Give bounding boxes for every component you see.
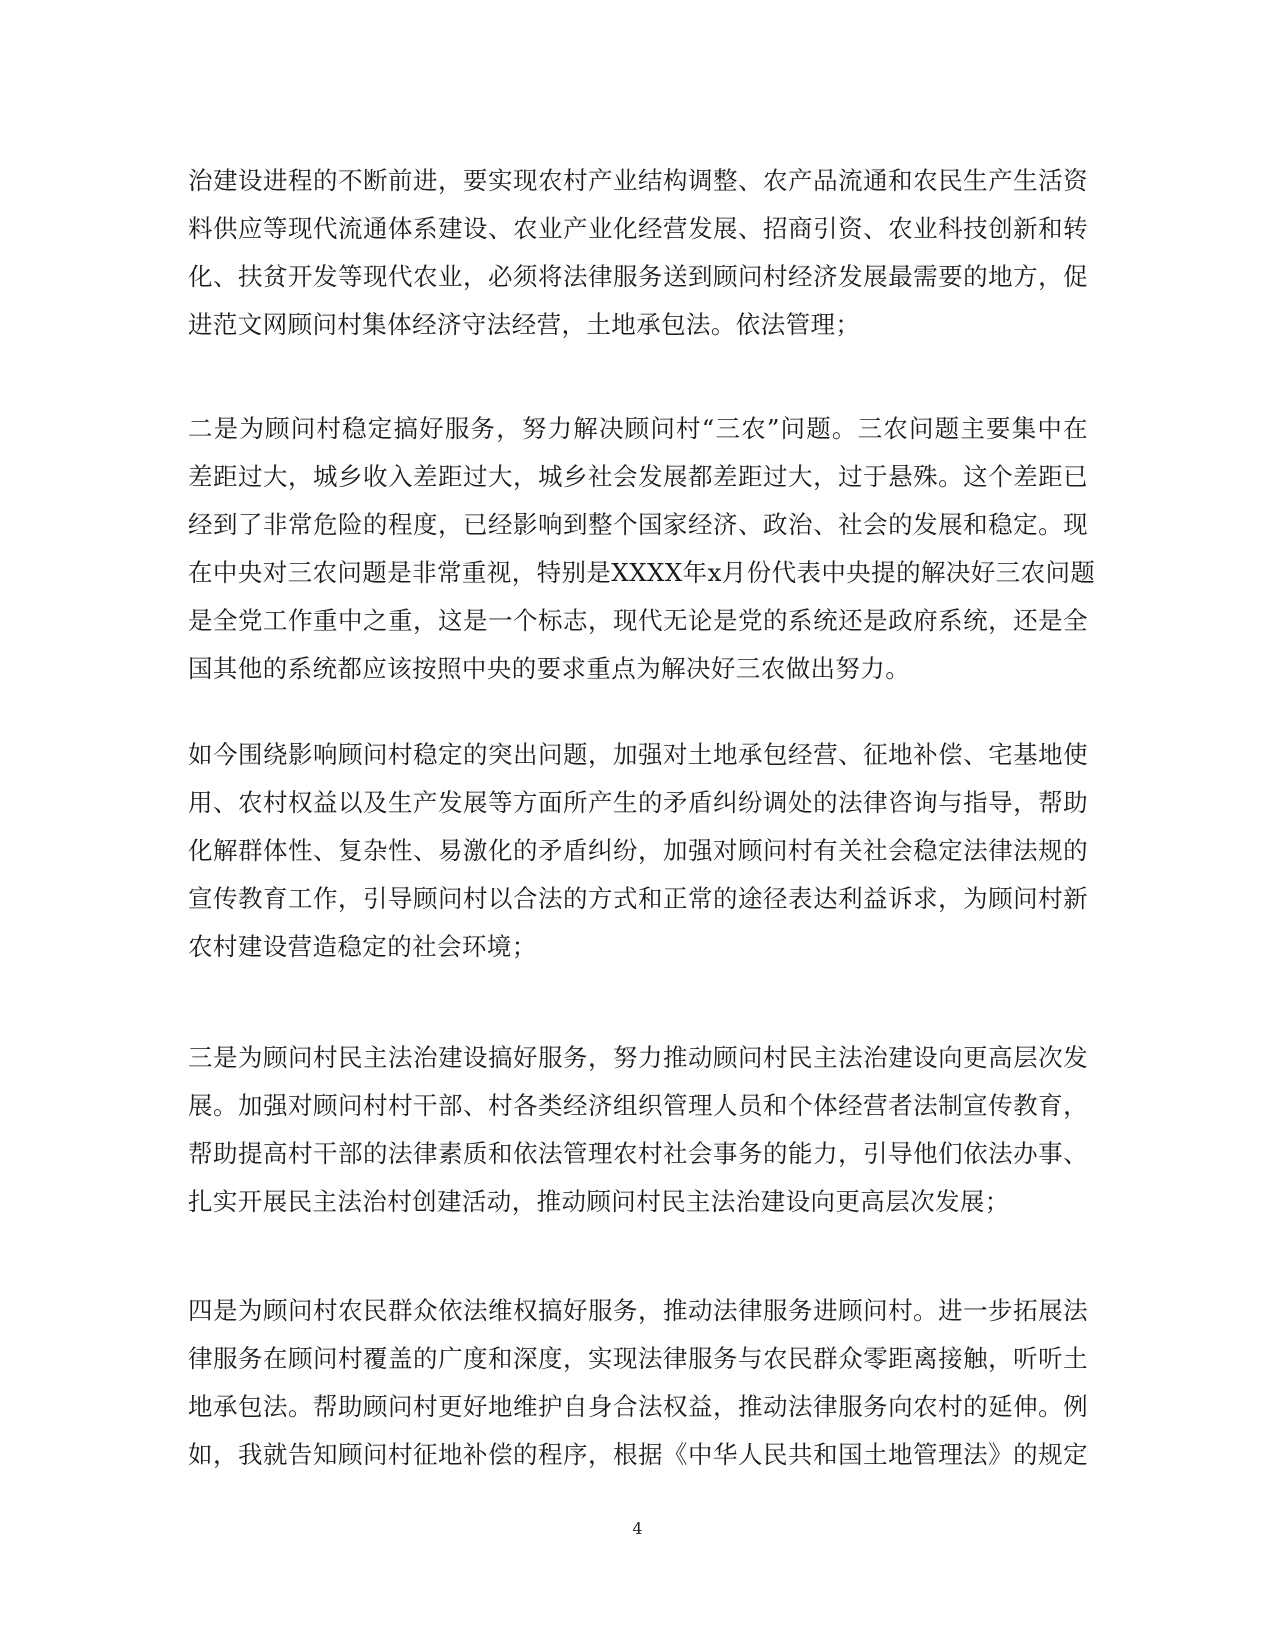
text-line: 是全党工作重中之重，这是一个标志，现代无论是党的系统还是政府系统，还是全 xyxy=(188,606,1088,635)
text-line: 国其他的系统都应该按照中央的要求重点为解决好三农做出努力。 xyxy=(188,654,911,683)
paragraph-3 xyxy=(188,731,1088,971)
text-line: 化、扶贫开发等现代农业，必须将法律服务送到顾问村经济发展最需要的地方，促 xyxy=(188,262,1088,291)
text-line: 律服务在顾问村覆盖的广度和深度，实现法律服务与农民群众零距离接触，听听土 xyxy=(188,1344,1088,1373)
text-line: 如今围绕影响顾问村稳定的突出问题，加强对土地承包经营、征地补偿、宅基地使 xyxy=(188,740,1088,769)
text-line: 经到了非常危险的程度，已经影响到整个国家经济、政治、社会的发展和稳定。现 xyxy=(188,510,1088,539)
text-line: 二是为顾问村稳定搞好服务，努力解决顾问村“三农”问题。三农问题主要集中在 xyxy=(188,414,1088,443)
paragraph-4 xyxy=(188,1034,1088,1226)
text-line: 四是为顾问村农民群众依法维权搞好服务，推动法律服务进顾问村。进一步拓展法 xyxy=(188,1296,1088,1325)
text-line: 料供应等现代流通体系建设、农业产业化经营发展、招商引资、农业科技创新和转 xyxy=(188,214,1088,243)
paragraph-5 xyxy=(188,1287,1088,1479)
text-line: 在中央对三农问题是非常重视，特别是XXXX年x月份代表中央提的解决好三农问题 xyxy=(188,558,1096,587)
text-line: 如，我就告知顾问村征地补偿的程序，根据《中华人民共和国土地管理法》的规定 xyxy=(188,1440,1088,1469)
text-line: 进范文网顾问村集体经济守法经营，土地承包法。依法管理； xyxy=(188,310,861,339)
text-line: 差距过大，城乡收入差距过大，城乡社会发展都差距过大，过于悬殊。这个差距已 xyxy=(188,462,1088,491)
text-line: 治建设进程的不断前进，要实现农村产业结构调整、农产品流通和农民生产生活资 xyxy=(188,166,1088,195)
text-line: 扎实开展民主法治村创建活动，推动顾问村民主法治建设向更高层次发展； xyxy=(188,1187,1010,1216)
text-line: 用、农村权益以及生产发展等方面所产生的矛盾纠纷调处的法律咨询与指导，帮助 xyxy=(188,788,1088,817)
text-line: 帮助提高村干部的法律素质和依法管理农村社会事务的能力，引导他们依法办事、 xyxy=(188,1139,1088,1168)
text-line: 农村建设营造稳定的社会环境； xyxy=(188,932,537,961)
paragraph-1 xyxy=(188,157,1088,349)
text-line: 三是为顾问村民主法治建设搞好服务，努力推动顾问村民主法治建设向更高层次发 xyxy=(188,1043,1088,1072)
text-line: 展。加强对顾问村村干部、村各类经济组织管理人员和个体经营者法制宣传教育， xyxy=(188,1091,1088,1120)
text-line: 地承包法。帮助顾问村更好地维护自身合法权益，推动法律服务向农村的延伸。例 xyxy=(188,1392,1088,1421)
text-line: 化解群体性、复杂性、易激化的矛盾纠纷，加强对顾问村有关社会稳定法律法规的 xyxy=(188,836,1088,865)
paragraph-2 xyxy=(188,405,1096,693)
page-number: 4 xyxy=(632,1519,643,1538)
text-line: 宣传教育工作，引导顾问村以合法的方式和正常的途径表达利益诉求，为顾问村新 xyxy=(188,884,1088,913)
